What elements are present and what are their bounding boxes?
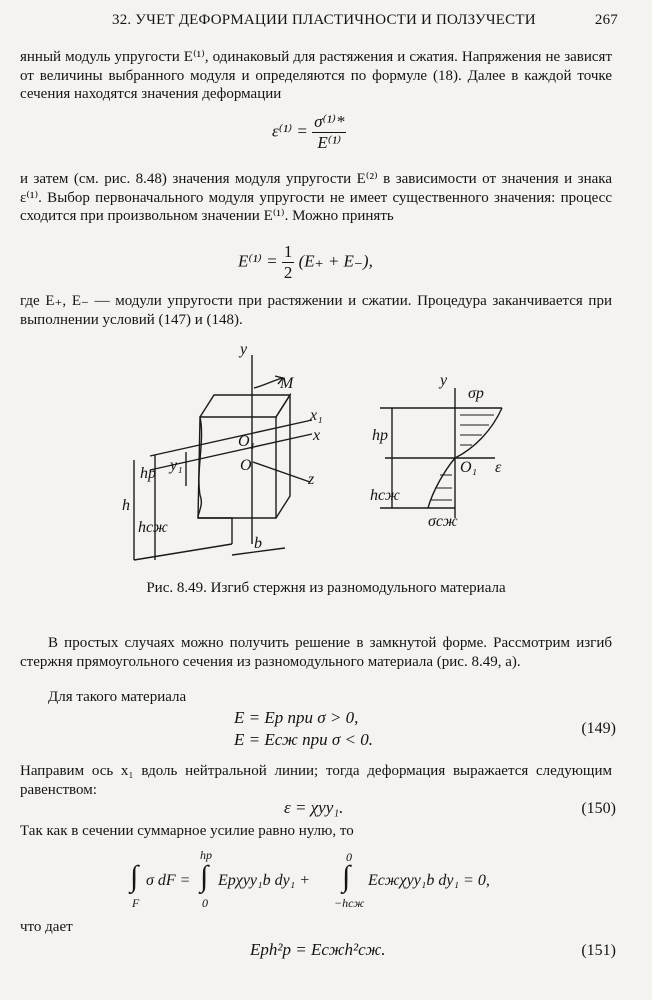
eq150-number: (150) [581,800,616,817]
paragraph-5: Для такого материала [48,689,187,705]
formula-strain-numerator: σ⁽¹⁾* [314,112,345,131]
left-label-x: x [313,427,321,444]
right-label-y: y [440,372,448,389]
formula-initial-modulus-numerator: 1 [283,242,293,261]
left-label-y: y [240,341,248,358]
int2-upper: hр [200,848,212,862]
left-label-x1: x₁ [310,407,323,424]
left-z-axis [253,462,310,482]
integral-sign-1: ∫ [130,860,139,893]
paragraph-3: где E₊, E₋ — модули упругости при растяжении и сжатии. Процедура заканчивается при выполнении условий (147) и (148). [20,293,612,328]
right-label-sigma-p: σр [468,385,484,402]
eq149-line-1: E = Eр при σ > 0, [234,708,359,727]
eq150: ε = χyy₁. [284,798,344,817]
integral-equation [130,848,550,908]
int3-body: Eсжχyy₁b dy₁ = 0, [368,872,490,889]
formula-initial-modulus-lhs: E⁽¹⁾ = [238,251,278,271]
left-label-hszh: hсж [138,519,168,536]
figure-8-49 [0,335,652,570]
int3-upper: 0 [346,850,352,864]
right-label-sigma-szh: σсж [428,513,458,530]
integral-sign-3: ∫ [342,860,351,893]
left-prism-side [276,395,290,518]
eq149-number: (149) [581,720,616,737]
formula-initial-modulus-denominator: 2 [283,263,293,282]
left-label-y1: y₁ [170,457,183,474]
left-label-hp: hр [140,465,156,482]
formula-strain-fraction [312,112,346,153]
formula-strain-lhs: ε⁽¹⁾ = [272,121,308,141]
int1-body: σ dF = [146,872,191,889]
paragraph-7: Так как в сечении суммарное усилие равно нулю, то [20,823,354,839]
paragraph-1: янный модуль упругости E⁽¹⁾, одинаковый для растяжения и сжатия. Напряжения не зависят от величины выбранного модуля и определяются по формуле (18). Далее в каждой точке сечения находятся значения деформации [20,49,612,102]
right-label-O1: O₁ [460,459,478,476]
left-label-O: O [240,457,252,474]
left-label-h: h [122,497,130,514]
formula-initial-modulus-rhs: (E₊ + E₋), [298,251,373,271]
paragraph-2: и затем (см. рис. 8.48) значения модуля упругости E⁽²⁾ в зависимости от значения и знака ε⁽¹⁾. Выбор первоначального модуля упругости не имеет существенного значения: процесс сходится при произвольном значении E⁽¹⁾. Можно принять [20,171,612,224]
left-baseline [134,544,232,560]
page-header [22,10,618,32]
int2-body: Eрχyy₁b dy₁ + [218,872,311,889]
eq149-line-2: E = Eсж при σ < 0. [234,730,373,749]
int2-lower: 0 [202,896,208,910]
left-label-O1: O₁ [238,433,256,450]
paragraph-6: Направим ось x₁ вдоль нейтральной линии; тогда деформация выражается следующим равенством: [20,763,612,798]
eq151: Eрh²р = Eсжh²сж. [250,940,386,959]
formula-strain [272,112,346,153]
left-prism-front [198,417,276,518]
left-prism-top [200,395,290,417]
left-label-M: M [280,375,294,392]
page-number: 267 [594,12,618,28]
formula-initial-modulus [238,242,373,283]
left-prism-edge-line [198,518,232,544]
int1-lower: F [132,896,140,910]
left-label-b: b [254,535,262,552]
integral-sign-2: ∫ [200,860,209,893]
formula-initial-modulus-fraction [282,242,295,283]
eq151-number: (151) [581,942,616,959]
right-label-hszh: hсж [370,487,400,504]
running-title: 32. УЧЕТ ДЕФОРМАЦИИ ПЛАСТИЧНОСТИ И ПОЛЗУЧЕСТИ [112,12,536,28]
int3-lower: −hсж [334,896,365,910]
paragraph-4: В простых случаях можно получить решение в замкнутой форме. Рассмотрим изгиб стержня прямоугольного сечения из разномодульного материала (рис. 8.49, а). [20,635,612,670]
left-label-z: z [308,471,315,488]
left-moment-arrow [254,376,283,388]
figure-caption: Рис. 8.49. Изгиб стержня из разномодульного материала [146,580,506,596]
formula-strain-denominator: E⁽¹⁾ [317,133,342,152]
right-label-epsilon: ε [495,459,502,476]
paragraph-8: что дает [20,919,73,935]
right-label-hp: hр [372,427,388,444]
left-x1-axis [150,420,312,456]
